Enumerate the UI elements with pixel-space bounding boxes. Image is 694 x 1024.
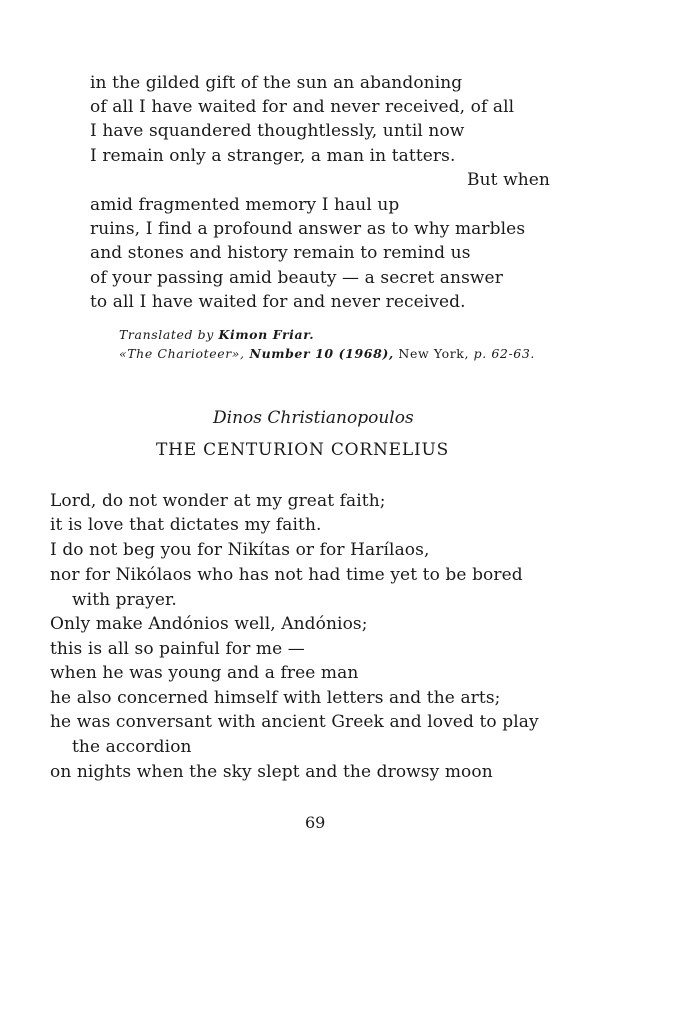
journal-name: «The Charioteer», xyxy=(119,346,245,361)
poem-line: when he was young and a free man xyxy=(50,663,359,683)
poem-line-continuation: with prayer. xyxy=(72,590,177,610)
source-citation xyxy=(119,345,535,363)
poem-line: I have squandered thoughtlessly, until now xyxy=(90,121,465,141)
translator-name: Kimon Friar. xyxy=(218,327,315,342)
poem-line: nor for Nikólaos who has not had time yet to be bored xyxy=(50,565,523,585)
poem-line: Lord, do not wonder at my great faith; xyxy=(50,491,386,511)
poem-line: it is love that dictates my faith. xyxy=(50,515,322,535)
poem-line: he was conversant with ancient Greek and loved to play xyxy=(50,712,539,732)
journal-issue: Number 10 (1968), xyxy=(244,346,394,361)
poem-line: amid fragmented memory I haul up xyxy=(90,195,400,215)
translator-credit xyxy=(119,326,314,344)
poem-line: and stones and history remain to remind us xyxy=(90,243,471,263)
poem-line-continuation: the accordion xyxy=(72,737,192,757)
poem-line: he also concerned himself with letters and the arts; xyxy=(50,688,501,708)
poem-line: But when xyxy=(467,170,550,190)
poem-author: Dinos Christianopoulos xyxy=(213,408,414,428)
poem-line: this is all so painful for me — xyxy=(50,639,305,659)
translator-prefix: Translated by xyxy=(119,327,219,342)
poem-line: in the gilded gift of the sun an abandoning xyxy=(90,73,463,93)
poem-line: to all I have waited for and never received. xyxy=(90,292,466,312)
page-number: 69 xyxy=(305,813,326,832)
poem-line: of your passing amid beauty — a secret answer xyxy=(90,268,503,288)
poem-line: Only make Andónios well, Andónios; xyxy=(50,614,368,634)
page-range: p. 62-63. xyxy=(469,346,535,361)
poem-title: THE CENTURION CORNELIUS xyxy=(156,440,450,460)
publication-place: New York, xyxy=(393,346,470,361)
poem-line: of all I have waited for and never received, of all xyxy=(90,97,515,117)
poem-line: I do not beg you for Nikítas or for Harílaos, xyxy=(50,540,430,560)
poem-line: on nights when the sky slept and the drowsy moon xyxy=(50,762,493,782)
poem-line: I remain only a stranger, a man in tatters. xyxy=(90,146,456,166)
poem-line: ruins, I find a profound answer as to why marbles xyxy=(90,219,526,239)
